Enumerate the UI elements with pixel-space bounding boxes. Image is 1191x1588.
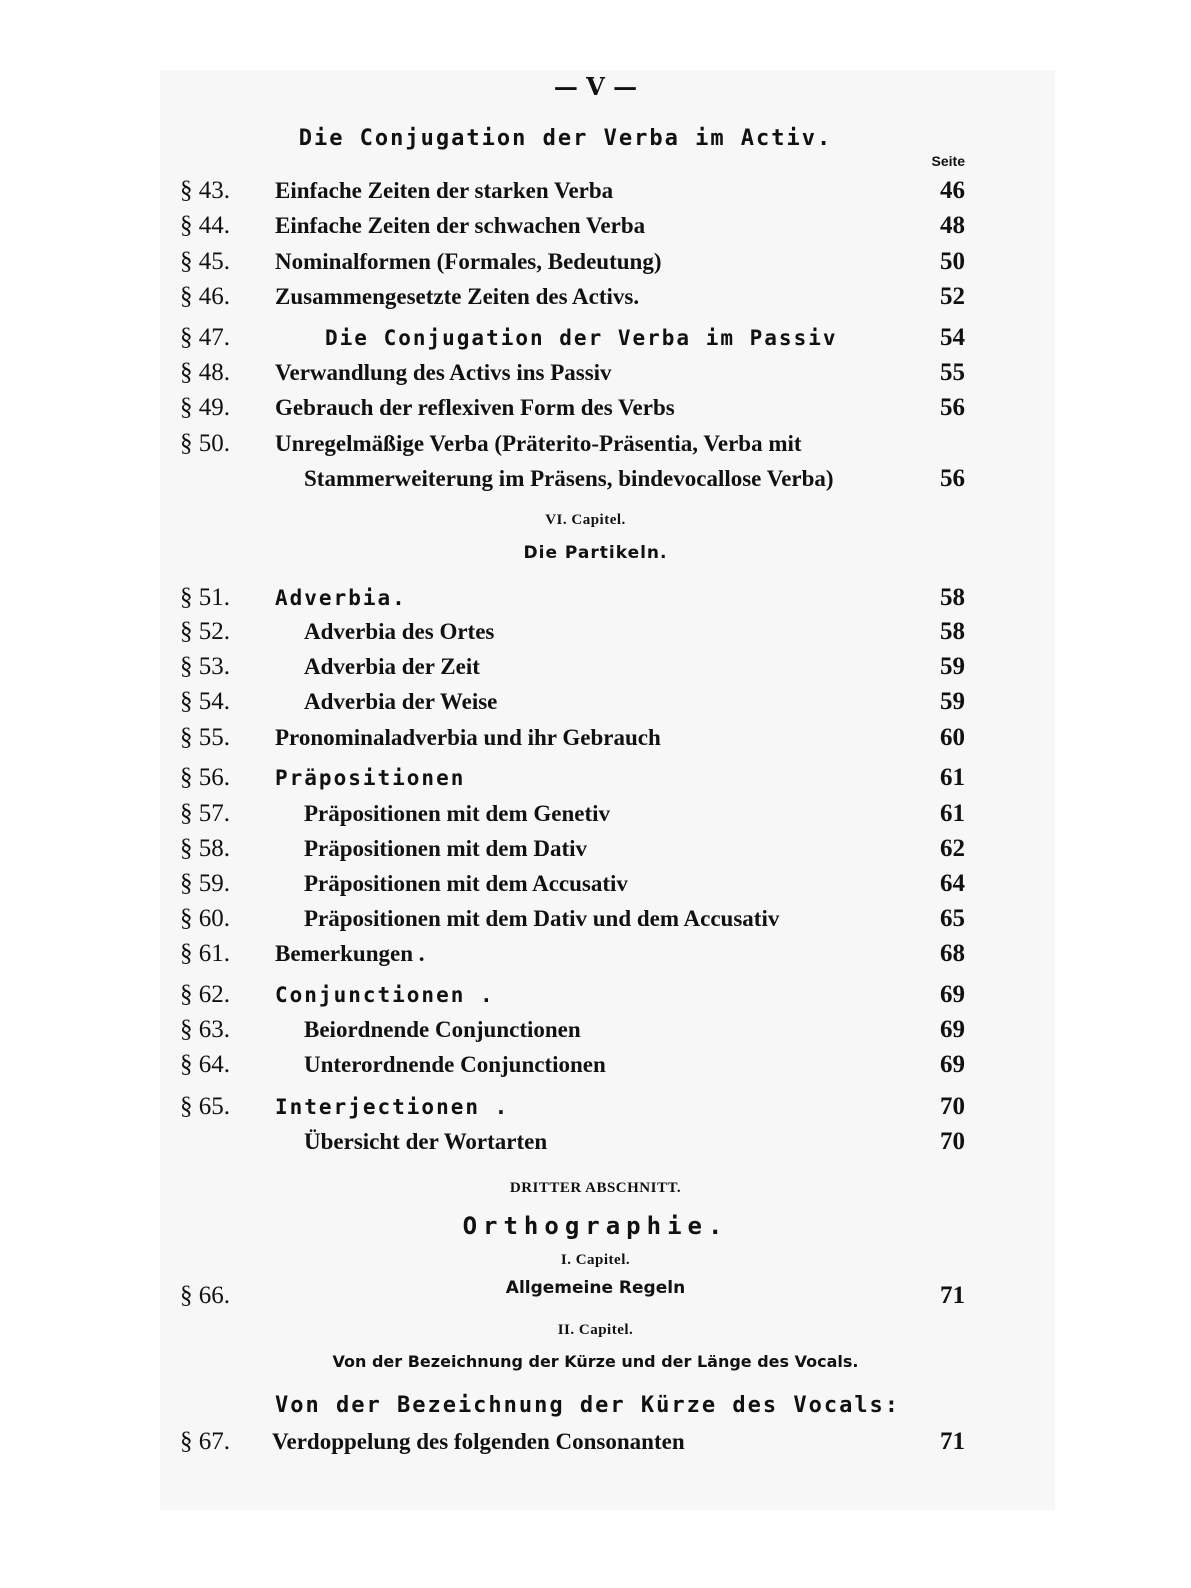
page-ref: 70: [940, 1128, 965, 1155]
toc-entry: [0, 426, 1191, 462]
section-number: § 67.: [180, 1428, 230, 1455]
entry-title: Allgemeine Regeln: [505, 1278, 686, 1298]
page-ref: 69: [940, 1051, 965, 1078]
toc-entry: [0, 208, 1191, 244]
toc-entry: [0, 831, 1191, 867]
section-number: § 47.: [180, 324, 230, 351]
subheading: Von der Bezeichnung der Kürze des Vocals:: [275, 1393, 901, 1418]
page-ref: 61: [940, 764, 965, 791]
section-number: § 62.: [180, 981, 230, 1008]
toc-entry: [0, 901, 1191, 937]
entry-title: Stammerweiterung im Präsens, bindevocallose Verba): [304, 466, 834, 491]
chapter-heading-activ: Die Conjugation der Verba im Activ.: [298, 126, 833, 151]
entry-title: Adverbia der Weise: [304, 689, 498, 714]
toc-entry: [0, 936, 1191, 972]
entry-title: Zusammengesetzte Zeiten des Activs.: [275, 284, 640, 309]
section-number: § 55.: [180, 724, 230, 751]
toc-entry: [0, 760, 1191, 796]
entry-title: Präpositionen mit dem Dativ und dem Accusativ: [304, 906, 780, 931]
toc-entry: [0, 580, 1191, 616]
section-number: § 52.: [180, 618, 230, 645]
page-ref: 59: [940, 688, 965, 715]
page-ref: 56: [940, 394, 965, 421]
entry-title: Einfache Zeiten der schwachen Verba: [275, 213, 646, 238]
section-number: § 43.: [180, 177, 230, 204]
toc-entry: [0, 1047, 1191, 1083]
toc-entry: [0, 720, 1191, 756]
seite-label: Seite: [931, 153, 965, 169]
part-label: DRITTER ABSCHNITT.: [509, 1180, 682, 1196]
section-number: § 54.: [180, 688, 230, 715]
page-ref: 64: [940, 870, 965, 897]
page-ref: 59: [940, 653, 965, 680]
entry-title: Adverbia der Zeit: [304, 654, 480, 679]
toc-entry: [0, 279, 1191, 315]
entry-title: Einfache Zeiten der starken Verba: [275, 178, 614, 203]
page-ref: 50: [940, 248, 965, 275]
page-ref: 56: [940, 465, 965, 492]
section-number: § 49.: [180, 394, 230, 421]
section-number: § 50.: [180, 430, 230, 457]
toc-entry: [0, 244, 1191, 280]
toc-entry: [0, 649, 1191, 685]
entry-title: Präpositionen mit dem Accusativ: [304, 871, 628, 896]
section-number: § 48.: [180, 359, 230, 386]
section-number: § 56.: [180, 764, 230, 791]
section-number: § 45.: [180, 248, 230, 275]
page-ref: 48: [940, 212, 965, 239]
section-number: § 66.: [180, 1282, 230, 1309]
toc-entry: [0, 977, 1191, 1013]
page-ref: 70: [940, 1093, 965, 1120]
page-ref: 62: [940, 835, 965, 862]
section-number: § 60.: [180, 905, 230, 932]
page-ref: 65: [940, 905, 965, 932]
section-number: § 57.: [180, 800, 230, 827]
entry-title: Nominalformen (Formales, Bedeutung): [275, 249, 662, 274]
chapter-label: II. Capitel.: [557, 1322, 634, 1338]
chapter-label: I. Capitel.: [560, 1252, 631, 1268]
section-number: § 53.: [180, 653, 230, 680]
page-ref: 68: [940, 940, 965, 967]
chapter-label: VI. Capitel.: [545, 512, 626, 528]
page-ref: 69: [940, 981, 965, 1008]
section-number: § 46.: [180, 283, 230, 310]
entry-title: Präpositionen mit dem Genetiv: [304, 801, 610, 826]
entry-title: Conjunctionen .: [275, 983, 495, 1007]
section-number: § 59.: [180, 870, 230, 897]
toc-entry-continuation: [0, 461, 1191, 497]
toc-entry: [0, 684, 1191, 720]
toc-entry: [0, 796, 1191, 832]
page-ref: 61: [940, 800, 965, 827]
page-ref: 60: [940, 724, 965, 751]
entry-title: Adverbia des Ortes: [304, 619, 495, 644]
toc-entry: [0, 1424, 1191, 1460]
page-ref: 54: [940, 324, 965, 351]
toc-entry: [0, 614, 1191, 650]
page-number: — V —: [553, 72, 638, 101]
entry-title: Präpositionen: [275, 766, 466, 790]
page-ref: 58: [940, 584, 965, 611]
page-ref: 52: [940, 283, 965, 310]
entry-title: Bemerkungen .: [275, 941, 425, 966]
section-number: § 63.: [180, 1016, 230, 1043]
section-number: § 58.: [180, 835, 230, 862]
page-ref: 46: [940, 177, 965, 204]
entry-title: Pronominaladverbia und ihr Gebrauch: [275, 725, 661, 750]
entry-title: Interjectionen .: [275, 1095, 510, 1119]
entry-title: Verdoppelung des folgenden Consonanten: [272, 1429, 685, 1454]
entry-title: Unregelmäßige Verba (Präterito-Präsentia, Verba mit: [275, 431, 802, 456]
toc-entry: [0, 320, 1191, 356]
toc-entry: [0, 866, 1191, 902]
section-number: § 51.: [180, 584, 230, 611]
entry-title: Gebrauch der reflexiven Form des Verbs: [275, 395, 675, 420]
entry-title: Verwandlung des Activs ins Passiv: [275, 360, 612, 385]
chapter-title: Von der Bezeichnung der Kürze und der Länge des Vocals.: [332, 1352, 859, 1371]
section-number: § 65.: [180, 1093, 230, 1120]
part-title: Orthographie.: [462, 1212, 729, 1240]
entry-title: Beiordnende Conjunctionen: [304, 1017, 581, 1042]
page-ref: 71: [940, 1428, 965, 1455]
page-ref: 69: [940, 1016, 965, 1043]
toc-entry: [0, 1124, 1191, 1160]
toc-entry: [0, 1089, 1191, 1125]
section-number: § 61.: [180, 940, 230, 967]
entry-title: Die Conjugation der Verba im Passiv: [325, 326, 838, 350]
toc-entry: [0, 390, 1191, 426]
entry-title: Unterordnende Conjunctionen: [304, 1052, 606, 1077]
toc-entry: [0, 1012, 1191, 1048]
page-ref: 71: [940, 1282, 965, 1309]
entry-title: Übersicht der Wortarten: [304, 1129, 548, 1154]
chapter-title: Die Partikeln.: [523, 543, 668, 563]
toc-entry: [0, 173, 1191, 209]
toc-entry: [0, 355, 1191, 391]
page-ref: 58: [940, 618, 965, 645]
page-ref: 55: [940, 359, 965, 386]
section-number: § 64.: [180, 1051, 230, 1078]
entry-title: Präpositionen mit dem Dativ: [304, 836, 588, 861]
entry-title: Adverbia.: [275, 586, 407, 610]
section-number: § 44.: [180, 212, 230, 239]
toc-entry: [0, 1278, 1191, 1314]
